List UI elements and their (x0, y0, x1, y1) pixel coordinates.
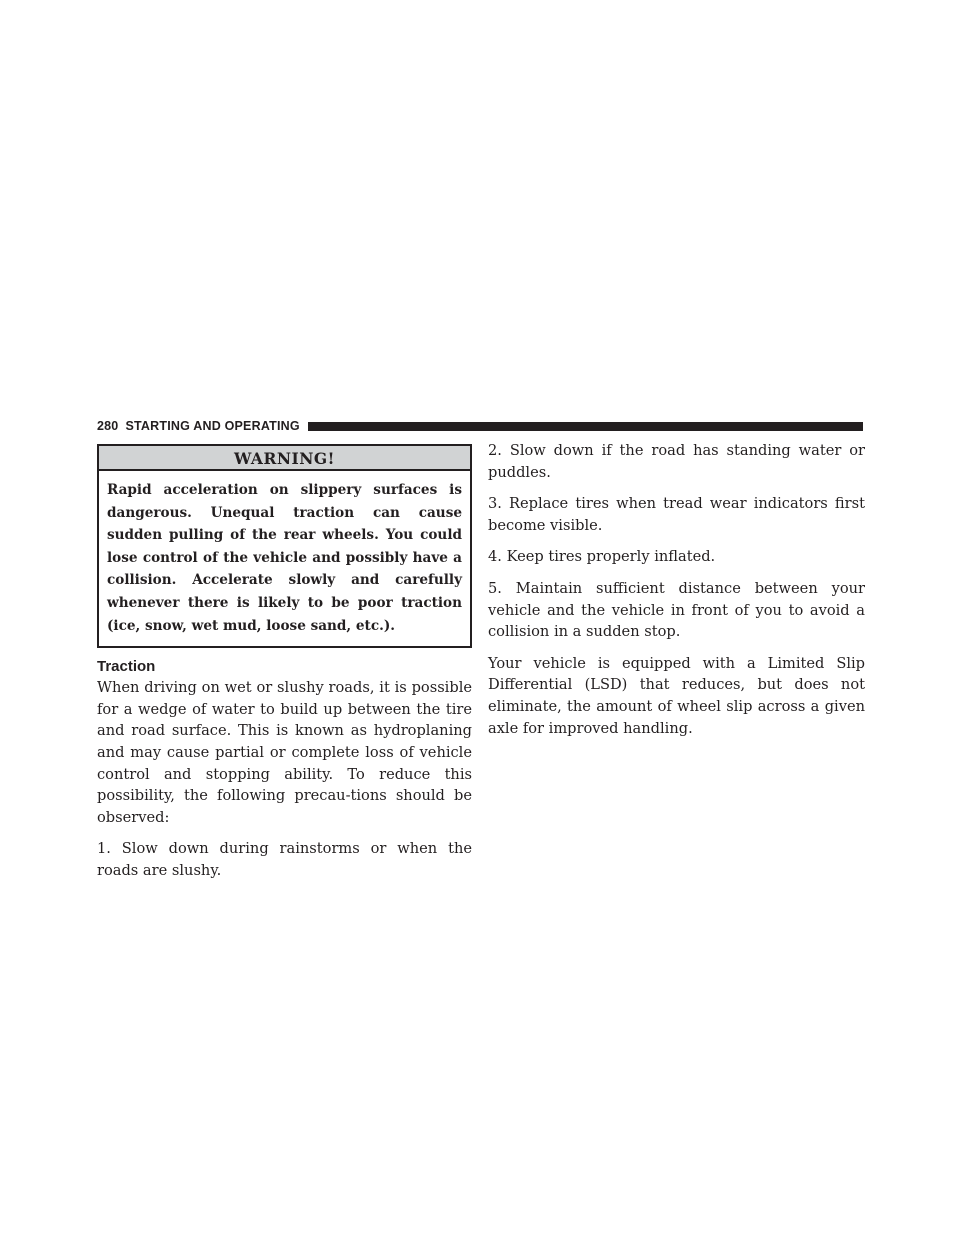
warning-title: WARNING! (99, 446, 470, 471)
lsd-note: Your vehicle is equipped with a Limited Slip Differential (LSD) that reduces, but does not eliminate, the amount of wheel slip across a given axle for improved handling. (488, 654, 865, 737)
section-title: STARTING AND OPERATING (125, 419, 300, 433)
left-column (97, 444, 472, 882)
page-header (97, 419, 863, 433)
page-number: 280 (97, 419, 119, 433)
section-heading: Traction (97, 658, 156, 676)
list-item-4: 4. Keep tires properly inflated. (488, 548, 716, 566)
right-column (488, 440, 865, 749)
list-item-3: 3. Replace tires when tread wear indicators first become visible. (488, 495, 865, 534)
header-rule (308, 422, 863, 431)
list-item-2: 2. Slow down if the road has standing water or puddles. (488, 442, 865, 481)
warning-box (97, 444, 472, 648)
warning-text: Rapid acceleration on slippery surfaces is dangerous. Unequal traction can cause sudden pulling of the rear wheels. You could lose control of the vehicle and possibly have a collision. Accelerate slowly and carefully whenever there is likely to be poor traction (ice, snow, wet mud, loose sand, etc.). (107, 482, 462, 634)
traction-intro: When driving on wet or slushy roads, it is possible for a wedge of water to build up between the tire and road surface. This is known as hydroplaning and may cause partial or complete loss of vehicle control and stopping ability. To reduce this possibility, the following precau-tions should be observed: (97, 679, 472, 826)
list-item-1: 1. Slow down during rainstorms or when the roads are slushy. (97, 840, 472, 879)
list-item-5: 5. Maintain sufficient distance between your vehicle and the vehicle in front of you to avoid a collision in a sudden stop. (488, 579, 865, 641)
